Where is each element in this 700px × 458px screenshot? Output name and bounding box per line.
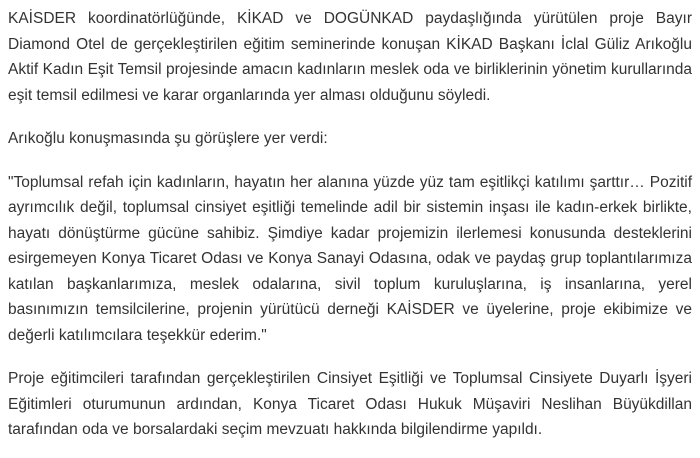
paragraph-quote: "Toplumsal refah için kadınların, hayatın her alanına yüzde yüz tam eşitlikçi katılımı şarttır… Pozitif ayrımcılık değil, toplumsal cinsiyet eşitliği temelinde adil bir sistemin inşası ile kadın-erkek birlikte, hayatı dönüştürme gücüne sahibiz. Şimdiye kadar projemizin ilerlemesi konusunda desteklerini esirgemeyen Konya Ticaret Odası ve Konya Sanayi Odasına, odak ve paydaş grup toplantılarımıza katılan başkanlarımıza, meslek odalarına, sivil toplum kuruluşlarına, iş insanlarına, yerel basınımızın temsilcilerine, projenin yürütücü derneği KAİSDER ve üyelerine, proje ekibimize ve değerli katılımcılara teşekkür ederim.": [8, 173, 692, 344]
paragraph-closing: Proje eğitimcileri tarafından gerçekleştirilen Cinsiyet Eşitliği ve Toplumsal Cinsiyete Duyarlı İşyeri Eğitimleri oturumunun ardından, Konya Ticaret Odası Hukuk Müşaviri Neslihan Büyükdillan tarafından oda ve borsalardaki seçim mevzuatı hakkında bilgilendirme yapıldı.: [8, 370, 692, 438]
paragraph-lead-in: Arıkoğlu konuşmasında şu görüşlere yer verdi:: [8, 130, 328, 147]
paragraph-intro: KAİSDER koordinatörlüğünde, KİKAD ve DOGÜNKAD paydaşlığında yürütülen proje Bayır Diamond Otel de gerçekleştirilen eğitim seminerinde konuşan KİKAD Başkanı İclal Güliz Arıkoğlu Aktif Kadın Eşit Temsil projesinde amacın kadınların meslek oda ve birliklerinin yönetim kurullarında eşit temsil edilmesi ve karar organlarında yer alması olduğunu söyledi.: [8, 10, 692, 104]
